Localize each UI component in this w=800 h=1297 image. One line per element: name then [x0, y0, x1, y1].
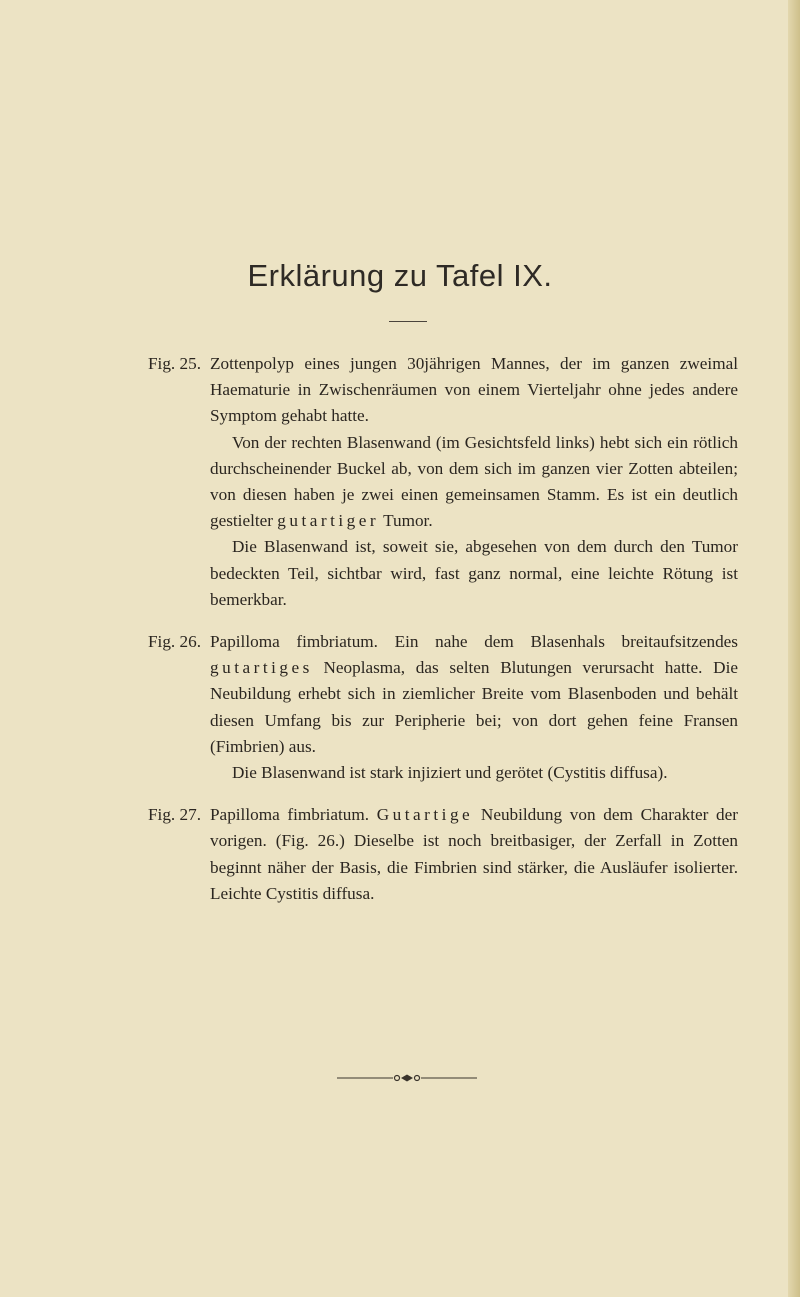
- figure-text: Die Blasenwand ist stark injiziert und gerötet (Cystitis diffusa).: [232, 763, 668, 783]
- figure-text: Von der rechten Blasenwand (im Gesichtsfeld links) hebt sich ein rötlich durchscheinender Buckel ab, von dem sich im ganzen vier Zotten abteilen; von diesen haben je zwei einen gemeinsamen Stamm. Es ist ein deutlich gestielter: [210, 432, 738, 531]
- figure-entry-25: [148, 351, 738, 613]
- figure-paragraph: [148, 351, 738, 430]
- figure-text: Die Blasenwand ist, soweit sie, abgesehen von dem durch den Tumor bedeckten Teil, sichtbar wird, fast ganz normal, eine leichte Rötung ist bemerkbar.: [210, 537, 738, 609]
- figure-text: Papilloma fimbriatum.: [210, 805, 370, 825]
- figure-text: Tumor.: [383, 511, 433, 531]
- figure-paragraph: [148, 534, 738, 613]
- figure-entry-26: [148, 629, 738, 786]
- figure-text: Neubildung von dem Charakter der vorigen. (Fig. 26.) Dieselbe ist noch breitbasiger, der Zerfall in Zotten beginnt näher der Basis, die Fimbrien sind stärker, die Ausläufer isolierter. Leichte Cystitis diffusa.: [210, 805, 739, 903]
- end-ornament: [337, 1072, 477, 1084]
- page-edge: [788, 0, 800, 1297]
- emphasized-text: gutartiger: [277, 511, 380, 531]
- figure-paragraph: [148, 802, 738, 907]
- figure-text: Zottenpolyp eines jungen 30jährigen Mannes, der im ganzen zweimal Haematurie in Zwischenräumen von einem Vierteljahr ohne jedes andere Symptom gehabt hatte.: [210, 354, 738, 426]
- emphasized-text: gutartiges: [210, 658, 313, 678]
- figure-explanations: [148, 351, 738, 923]
- figure-label: Fig. 26.: [148, 632, 202, 652]
- figure-paragraph: [148, 629, 738, 760]
- figure-paragraph: [148, 430, 738, 535]
- figure-label: Fig. 27.: [148, 805, 202, 825]
- figure-text: Papilloma fimbriatum. Ein nahe dem Blasenhals breitaufsitzendes: [210, 632, 738, 652]
- emphasized-text: Gutartige: [376, 805, 474, 825]
- figure-paragraph: [148, 760, 738, 786]
- figure-text: Neoplasma, das selten Blutungen verursacht hatte. Die Neubildung erhebt sich in ziemlicher Breite vom Blasenboden und behält diesen Umfang bis zur Peripherie bei; von dort gehen feine Fransen (Fimbrien) aus.: [210, 658, 738, 756]
- figure-entry-27: [148, 802, 738, 907]
- title-divider: [389, 321, 427, 322]
- figure-label: Fig. 25.: [148, 354, 202, 373]
- page-title: Erklärung zu Tafel IX.: [247, 258, 553, 293]
